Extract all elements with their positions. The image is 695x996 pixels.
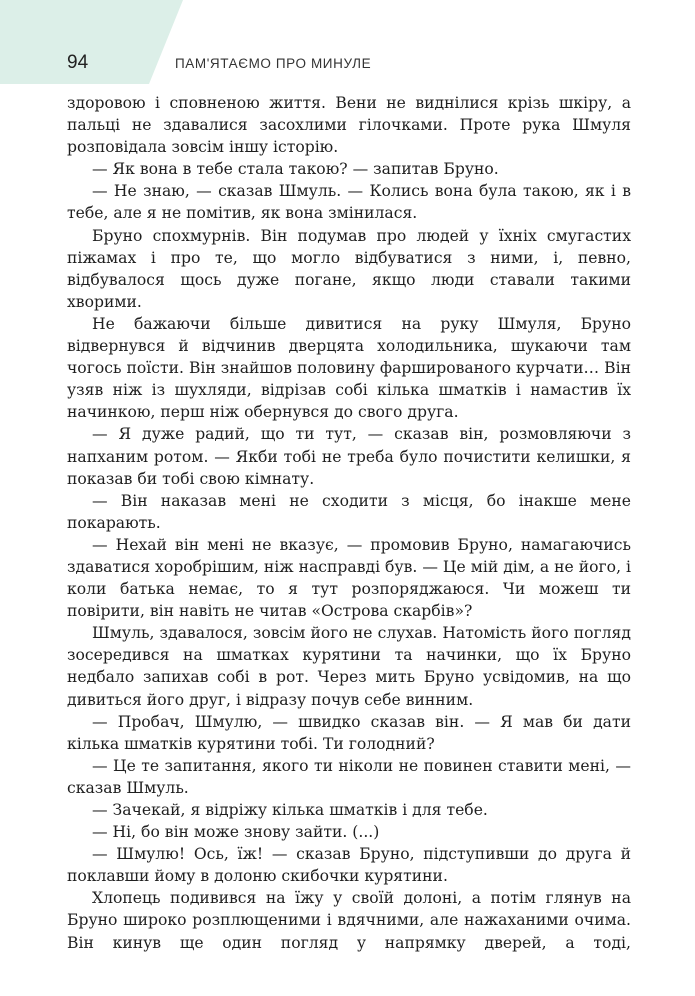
paragraph: — Як вона в тебе стала такою? — запитав Бруно.	[92, 160, 499, 179]
body-text	[67, 92, 631, 954]
paragraph: — Зачекай, я відріжу кілька шматків і для тебе.	[92, 801, 488, 819]
running-header: ПАМ'ЯТАЄМО ПРО МИНУЛЕ	[175, 56, 372, 71]
paragraph: — Шмулю! Ось, їж! — сказав Бруно, підступивши до друга й поклавши йому в долоню скибочки курятини.	[67, 845, 631, 886]
header-corner-decoration	[0, 0, 183, 84]
paragraph: Шмуль, здавалося, зовсім його не слухав. Натомість його погляд зосередився на шматках курятини та начинки, що їх Бруно недбало запихав собі в рот. Через мить Бруно усвідомив, на що дивиться його друг, і відразу почув себе винним.	[67, 624, 631, 709]
page-number: 94	[67, 52, 89, 73]
paragraph: — Нехай він мені не вказує, — промовив Бруно, намагаючись здаватися хоробрішим, ніж насправді був. — Це мій дім, а не його, і коли батька немає, то я тут розпоряджаюся. Чи можеш ти повірити, він навіть не читав «Острова скарбів»?	[67, 535, 631, 621]
paragraph: Бруно спохмурнів. Він подумав про людей у їхніх смугастих піжамах і про те, що могло відбуватися з ними, і, певно, відбувалося щось дуже погане, якщо люди ставали такими хворими.	[67, 226, 631, 311]
paragraph: — Я дуже радий, що ти тут, — сказав він, розмовляючи з напханим ротом. — Якби тобі не треба було почистити келишки, я показав би тобі свою кімнату.	[67, 425, 631, 488]
paragraph: — Ні, бо він може знову зайти. (...)	[92, 823, 380, 842]
paragraph: Не бажаючи більше дивитися на руку Шмуля, Бруно відвернувся й відчинив дверцята холодильника, шукаючи там чогось поїсти. Він знайшов половину фаршированого курчати… Він узяв ніж із шухляди, відрізав собі кілька шматків і намастив їх начинкою, перш ніж обернувся до свого друга.	[67, 314, 631, 422]
paragraph: — Він наказав мені не сходити з місця, бо інакше мене покарають.	[67, 491, 631, 532]
paragraph: здоровою і сповненою життя. Вени не виднілися крізь шкіру, а пальці не здавалися засохлими гілочками. Проте рука Шмуля розповідала зовсім іншу історію.	[67, 94, 631, 157]
paragraph: — Це те запитання, якого ти ніколи не повинен ставити мені, — сказав Шмуль.	[67, 756, 631, 797]
paragraph: Хлопець подивився на їжу у своїй долоні, а потім глянув на Бруно широко розплющеними і вдячними, але нажаханими очима. Він кинув ще один погляд у напрямку дверей, а тоді,	[67, 889, 631, 952]
paragraph: — Не знаю, — сказав Шмуль. — Колись вона була такою, як і в тебе, але я не помітив, як вона змінилася.	[67, 182, 631, 223]
paragraph: — Пробач, Шмулю, — швидко сказав він. — Я мав би дати кілька шматків курятини тобі. Ти голодний?	[67, 712, 631, 753]
